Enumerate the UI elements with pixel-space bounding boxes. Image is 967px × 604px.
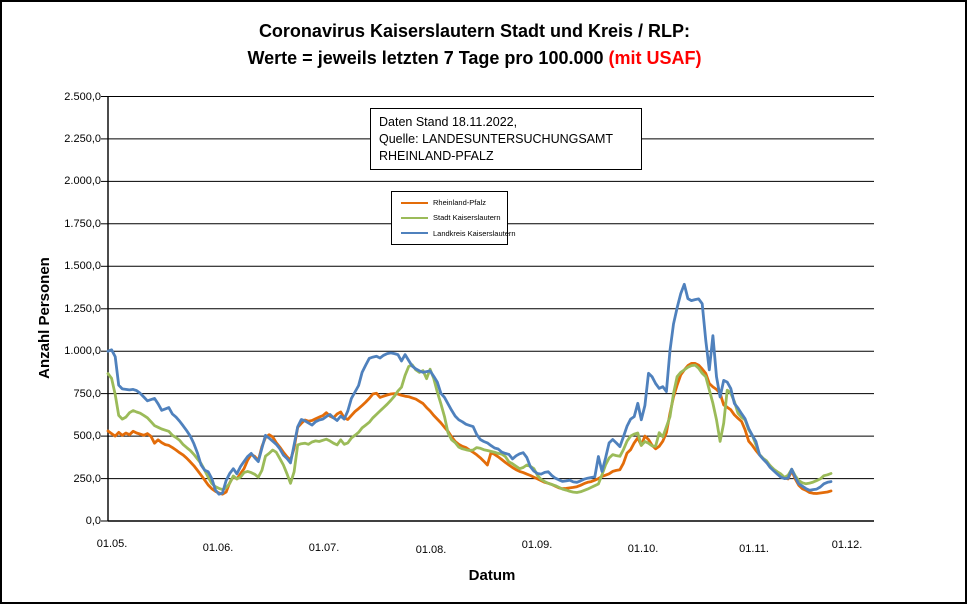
legend-line-sample: [401, 232, 428, 234]
x-tick-label-0109: 01.09.: [521, 539, 553, 551]
y-tick-label-2000: 2.000,0: [64, 175, 101, 188]
chart-title-line2: [2, 45, 947, 72]
plot-area: [2, 2, 967, 604]
y-tick-label-0: 0,0: [85, 515, 101, 527]
legend-line-sample: [401, 217, 428, 219]
data-source-line-1: Daten Stand 18.11.2022,: [379, 115, 518, 129]
y-tick-label-2500: 2.500,0: [64, 90, 101, 103]
y-tick-label-1750: 1.750,0: [64, 217, 101, 230]
chart-title: [2, 18, 947, 72]
chart-title-usaf-note: (mit USAF): [608, 48, 702, 68]
legend-item-rheinland-pfalz: [401, 198, 503, 207]
legend-label: Rheinland-Pfalz: [433, 198, 486, 208]
x-tick-label-0108: 01.08.: [415, 544, 447, 556]
series-line-landkreis-kaiserslautern: [108, 284, 831, 494]
x-tick-label-0106: 01.06.: [202, 542, 234, 554]
data-source-line-3: RHEINLAND-PFALZ: [379, 149, 494, 163]
x-tick-label-0107: 01.07.: [308, 542, 340, 554]
legend-item-landkreis-kaiserslautern: [401, 228, 516, 238]
x-tick-label-0112: 01.12.: [831, 539, 863, 551]
y-tick-label-2250: 2.250,0: [64, 132, 101, 145]
y-axis-title: Anzahl Personen: [36, 257, 53, 379]
chart-title-line2-text: Werte = jeweils letzten 7 Tage pro 100.000: [247, 48, 609, 68]
legend-label: Landkreis Kaiserslautern: [433, 228, 516, 238]
chart-title-line1: Coronavirus Kaiserslautern Stadt und Kreis / RLP:: [258, 21, 691, 41]
y-tick-label-250: 250,0: [73, 472, 101, 485]
legend-item-stadt-kaiserslautern: [401, 213, 503, 222]
x-axis-title: Datum: [468, 567, 516, 584]
y-tick-label-1500: 1.500,0: [64, 260, 101, 273]
y-tick-label-1250: 1.250,0: [64, 302, 101, 315]
x-tick-label-0105: 01.05.: [96, 538, 128, 550]
y-tick-label-500: 500,0: [73, 430, 101, 443]
legend-box: [391, 191, 516, 245]
legend-line-sample: [401, 202, 428, 204]
y-tick-label-1000: 1.000,0: [64, 345, 101, 358]
data-source-line-2: Quelle: LANDESUNTERSUCHUNGSAMT: [379, 132, 614, 146]
data-source-box: [370, 108, 642, 170]
x-tick-label-0110: 01.10.: [627, 543, 659, 555]
legend-label: Stadt Kaiserslautern: [433, 213, 501, 223]
y-tick-label-750: 750,0: [73, 387, 101, 400]
x-tick-label-0111: 01.11.: [739, 543, 769, 555]
